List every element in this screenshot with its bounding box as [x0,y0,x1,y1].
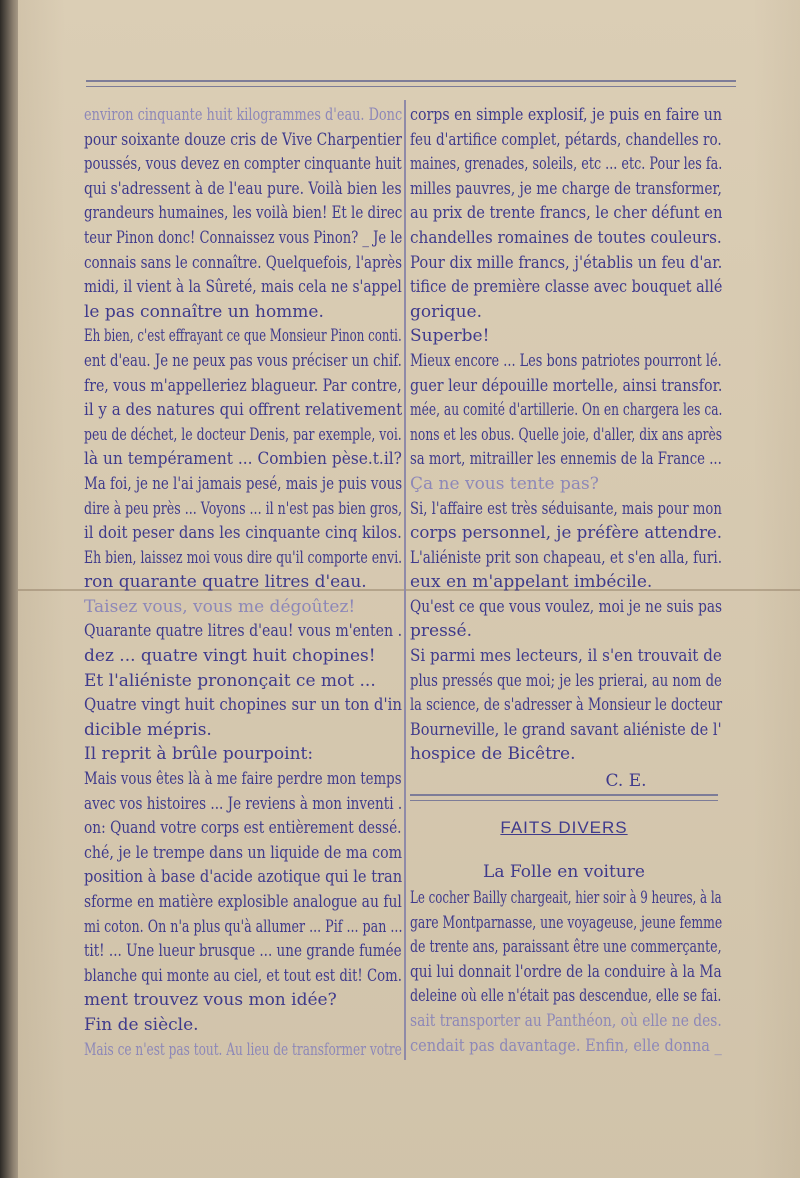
text-line: deleine où elle n'était pas descendue, elle se fai. [410,986,722,1007]
column-divider [404,100,406,1060]
text-line: dire à peu près ... Voyons ... il n'est pas bien gros, [84,498,403,519]
text-line: dicible mépris. [84,719,212,740]
text-line: gare Montparnasse, une voyageuse, jeune femme [410,912,723,933]
text-line: blanche qui monte au ciel, et tout est dit! Com. [84,965,402,986]
article-signature: C. E. [605,771,647,792]
text-line: tifice de première classe avec bouquet allé [410,277,723,298]
text-line: Quarante quatre litres d'eau! vous m'enten . [84,621,403,642]
section-rule [410,794,718,801]
text-line: pour soixante douze cris de Vive Charpentier [84,129,402,150]
text-line: poussés, vous devez en compter cinquante huit [84,154,402,175]
text-line: corps personnel, je préfère attendre. [410,523,723,544]
text-line: sait transporter au Panthéon, où elle ne des. [410,1010,722,1031]
text-line: nons et les obus. Quelle joie, d'aller, dix ans après [410,424,723,445]
text-line: Mais vous êtes là à me faire perdre mon temps [84,769,402,790]
text-line: tit! ... Une lueur brusque ... une grande fumée [84,941,402,962]
text-line: Si parmi mes lecteurs, il s'en trouvait de [410,646,722,667]
text-line: guer leur dépouille mortelle, ainsi transfor. [410,375,723,396]
text-line: la science, de s'adresser à Monsieur le docteur [410,695,723,716]
top-rule [86,80,736,87]
text-line: qui s'adressent à de l'eau pure. Voilà bien les [84,178,402,199]
text-line: ron quarante quatre litres d'eau. [84,572,367,593]
text-line: plus pressés que moi; je les prierai, au nom de [410,670,722,691]
text-line: pressé. [410,621,472,642]
text-line: Eh bien, c'est effrayant ce que Monsieur Pinon conti. [84,326,402,347]
text-line: Et l'aliéniste prononçait ce mot ... [84,670,376,691]
text-line: L'aliéniste prit son chapeau, et s'en alla, furi. [410,547,723,568]
text-line: corps en simple explosif, je puis en faire un [410,105,723,125]
text-line: qui lui donnait l'ordre de la conduire à la Ma [410,961,722,982]
text-line: Ça ne vous tente pas? [410,473,599,494]
text-line: le pas connaître un homme. [84,301,324,322]
text-line: feu d'artifice complet, pétards, chandelles ro. [410,129,722,150]
text-line: on: Quand votre corps est entièrement dessé. [84,818,402,839]
text-line: mi coton. On n'a plus qu'à allumer ... Pif ... pan ... [84,916,403,937]
text-line: sa mort, mitrailler les ennemis de la France ... [410,449,722,470]
text-line: il y a des natures qui offrent relativement [84,400,403,421]
text-line: Ma foi, je ne l'ai jamais pesé, mais je puis vous [84,473,403,494]
text-line: teur Pinon donc! Connaissez vous Pinon? _ Je le [84,227,403,248]
article-subheading: La Folle en voiture [483,862,645,882]
text-line: là un tempérament ... Combien pèse.t.il? [84,449,402,470]
text-line: connais sans le connaître. Quelquefois, l'après [84,252,403,273]
text-line: peu de déchet, le docteur Denis, par exemple, voi. [84,424,402,445]
text-line: Quatre vingt huit chopines sur un ton d'in [84,695,402,716]
text-line: grandeurs humaines, les voilà bien! Et le direc [84,203,403,224]
text-line: mée, au comité d'artillerie. On en chargera les ca. [410,400,723,421]
text-line: Il reprit à brûle pourpoint: [84,744,314,765]
faits-divers-article [410,886,722,1058]
text-line: au prix de trente francs, le cher défunt en [410,203,723,224]
left-column [84,103,402,1062]
text-line: sforme en matière explosible analogue au ful [84,892,402,912]
text-line: eux en m'appelant imbécile. [410,572,653,593]
text-line: cendait pas davantage. Enfin, elle donna _ [410,1035,722,1056]
text-line: Mieux encore ... Les bons patriotes pourront lé. [410,350,722,371]
text-line: hospice de Bicêtre. [410,744,576,765]
text-line: Qu'est ce que vous voulez, moi je ne suis pas [410,596,723,617]
text-line: maines, grenades, soleils, etc ... etc. Pour les fa. [410,154,723,175]
faits-divers-heading: FAITS DIVERS [500,818,628,837]
text-line: dez ... quatre vingt huit chopines! [84,646,376,667]
text-line: fre, vous m'appelleriez blagueur. Par contre, [84,375,402,396]
text-line: Superbe! [410,326,490,347]
text-line: il doit peser dans les cinquante cinq kilos. [84,523,402,544]
text-line: ent d'eau. Je ne peux pas vous préciser un chif. [84,350,402,371]
right-column [410,103,722,794]
text-line: milles pauvres, je me charge de transformer, [410,178,722,199]
text-line: Le cocher Bailly chargeait, hier soir à 9 heures, à la [410,888,722,908]
text-line: ché, je le trempe dans un liquide de ma com [84,842,403,863]
text-line: gorique. [410,301,482,322]
text-line: environ cinquante huit kilogrammes d'eau. Donc [84,105,403,125]
text-line: Bourneville, le grand savant aliéniste de l' [410,719,722,740]
text-line: Taisez vous, vous me dégoûtez! [84,596,356,617]
text-line: Si, l'affaire est très séduisante, mais pour mon [410,498,722,519]
text-line: ment trouvez vous mon idée? [84,990,337,1011]
text-line: de trente ans, paraissant être une commerçante, [410,937,722,958]
text-line: Eh bien, laissez moi vous dire qu'il comporte envi. [84,547,403,568]
text-line: Fin de siècle. [84,1014,199,1035]
text-line: avec vos histoires ... Je reviens à mon inventi . [84,793,403,814]
text-line: position à base d'acide azotique qui le tran [84,867,403,888]
text-line: Pour dix mille francs, j'établis un feu d'ar. [410,252,723,273]
text-line: Mais ce n'est pas tout. Au lieu de transformer votre [84,1039,402,1060]
text-line: chandelles romaines de toutes couleurs. [410,227,722,248]
text-line: midi, il vient à la Sûreté, mais cela ne s'appel [84,277,402,298]
